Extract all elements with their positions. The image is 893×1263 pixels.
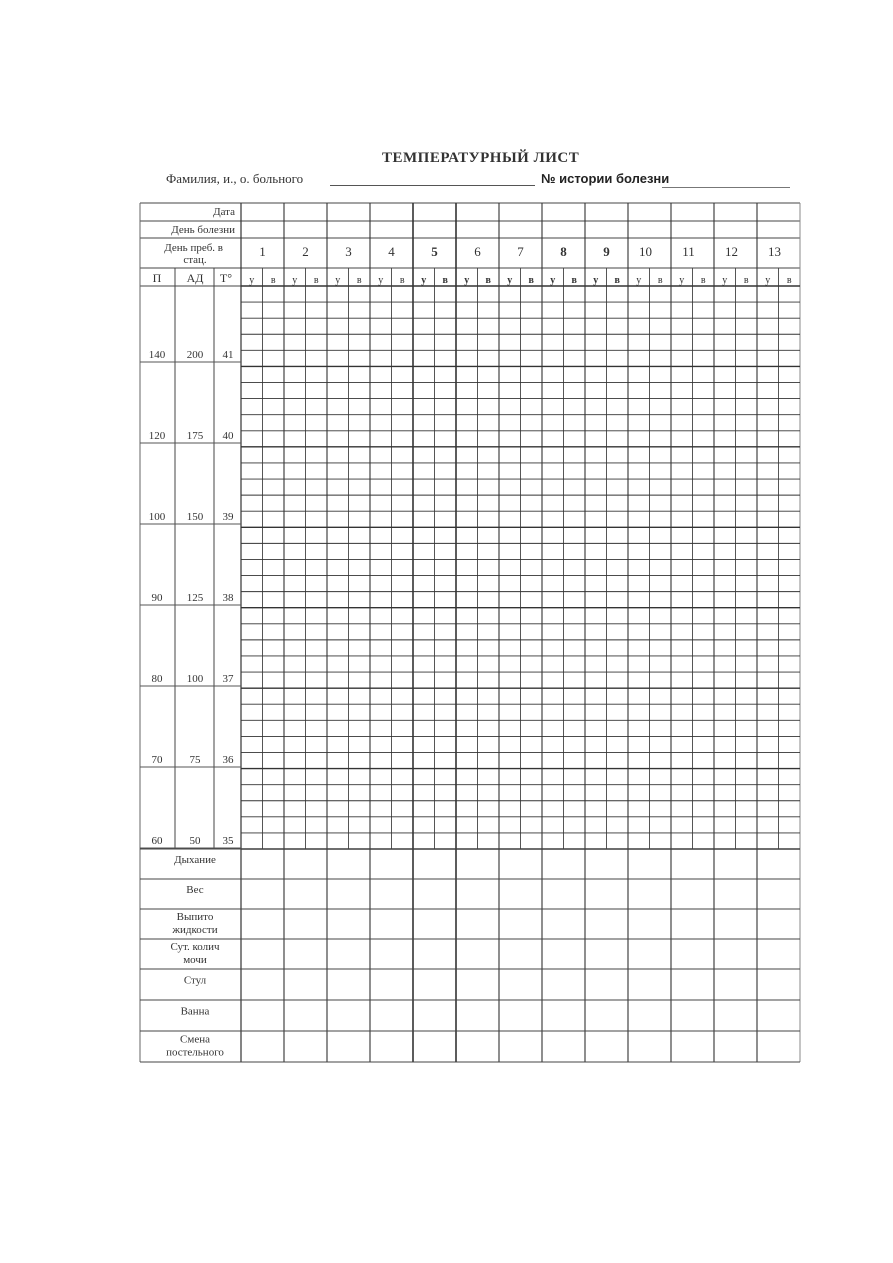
row-label-stay-day: День преб. в [164,242,223,254]
pulse-scale-value: 90 [151,592,163,604]
row-label-stay-day-2: стац. [183,254,207,266]
evening-label: в [657,275,663,286]
bp-scale-value: 150 [186,511,204,523]
bottom-row-label: жидкости [172,924,218,936]
row-label-illness-day: День болезни [171,224,235,236]
patient-name-label: Фамилия, и., о. больного [166,171,304,186]
bp-scale-value: 175 [186,430,204,442]
day-number-1: 1 [259,244,266,259]
day-number-4: 4 [388,244,395,259]
temp-scale-value: 40 [222,430,234,442]
evening-label: в [442,275,448,286]
pulse-scale-value: 120 [148,430,166,442]
temp-scale-value: 39 [222,511,234,523]
evening-label: в [700,275,706,286]
pulse-scale-value: 60 [151,835,163,847]
bottom-row-label: мочи [183,954,207,966]
morning-label: у [335,275,341,286]
morning-label: у [421,275,427,286]
scale-header-ad: АД [186,271,204,285]
bottom-row-label: Смена [180,1033,210,1046]
morning-label: у [507,275,513,286]
evening-label: в [528,275,534,286]
bottom-row-label: Выпито [176,911,214,923]
evening-label: в [571,275,577,286]
pulse-scale-value: 100 [148,511,166,523]
bp-scale-value: 125 [186,592,204,604]
pulse-scale-value: 140 [148,349,166,361]
day-number-3: 3 [345,244,352,259]
bp-scale-value: 75 [189,754,201,766]
day-number-11: 11 [682,244,695,259]
day-number-2: 2 [302,244,309,259]
evening-label: в [399,275,405,286]
morning-label: у [593,275,599,286]
day-number-10: 10 [639,244,652,259]
row-label-date: Дата [213,206,235,218]
scale-header-p: П [152,271,162,285]
day-number-6: 6 [474,244,481,259]
scale-header-t: Т° [219,271,233,285]
temp-scale-value: 35 [222,835,234,847]
bp-scale-value: 50 [189,835,201,847]
morning-label: у [765,275,771,286]
morning-label: у [636,275,642,286]
bottom-row-label: Стул [183,974,207,987]
evening-label: в [614,275,620,286]
bottom-row-label: Дыхание [174,854,216,866]
sheet-title: ТЕМПЕРАТУРНЫЙ ЛИСТ [382,150,580,166]
morning-label: у [378,275,384,286]
bottom-row-label: Вес [186,884,204,896]
pulse-scale-value: 70 [151,754,163,766]
temp-scale-value: 38 [222,592,234,604]
day-number-8: 8 [560,244,567,259]
bp-scale-value: 100 [186,673,204,685]
evening-label: в [313,275,319,286]
bottom-row-label: Сут. колич [170,941,220,953]
temp-scale-value: 36 [222,754,234,766]
morning-label: у [722,275,728,286]
evening-label: в [485,275,491,286]
temp-scale-value: 41 [222,349,234,361]
bp-scale-value: 200 [186,349,204,361]
bottom-row-label: постельного [166,1046,224,1059]
evening-label: в [356,275,362,286]
day-number-7: 7 [517,244,524,259]
day-number-9: 9 [603,244,610,259]
evening-label: в [270,275,276,286]
morning-label: у [249,275,255,286]
history-number-label: № истории болезни [541,171,670,186]
day-number-13: 13 [768,244,781,259]
evening-label: в [786,275,792,286]
day-number-12: 12 [725,244,738,259]
morning-label: у [292,275,298,286]
evening-label: в [743,275,749,286]
morning-label: у [464,275,470,286]
bottom-row-label: Ванна [180,1005,210,1018]
morning-label: у [550,275,556,286]
morning-label: у [679,275,685,286]
day-number-5: 5 [431,244,438,259]
temp-scale-value: 37 [222,673,234,685]
pulse-scale-value: 80 [151,673,163,685]
